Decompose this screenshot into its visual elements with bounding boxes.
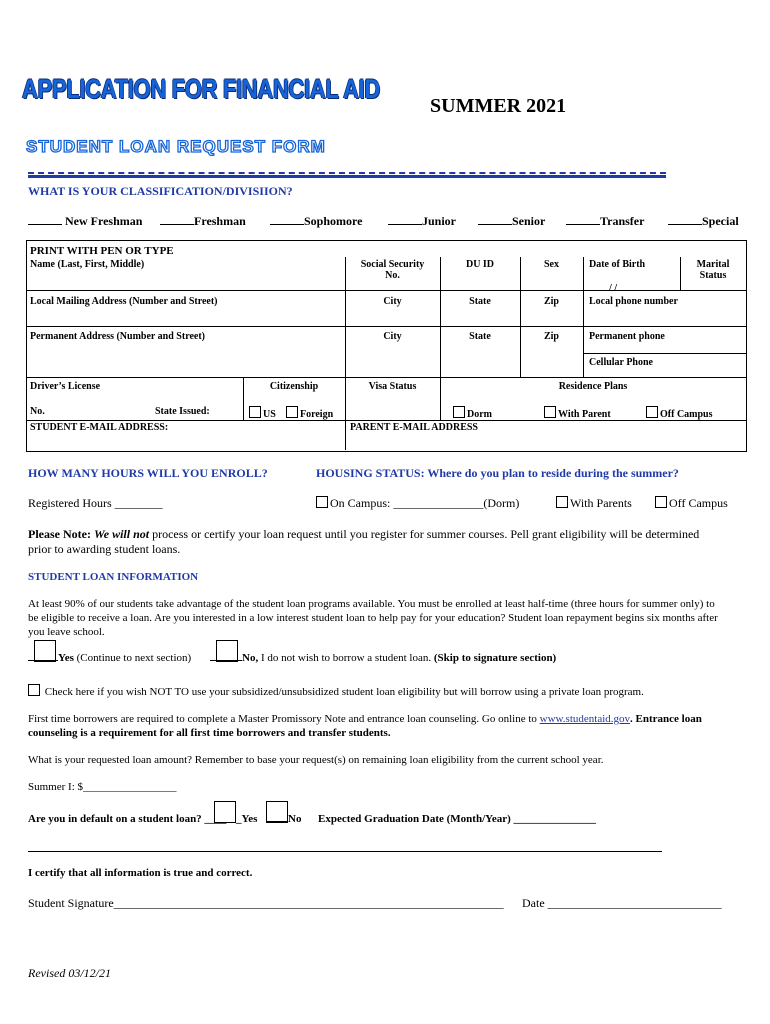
label-license: Driver’s License [30, 381, 101, 392]
note-line-1: Please Note: We will not process or certify your loan request until you register for summer courses. Pell grant eligibility will be determined [28, 527, 700, 541]
us-checkbox[interactable] [249, 406, 261, 418]
residence-off-campus[interactable]: Off Campus [646, 406, 713, 420]
label-perm-address: Permanent Address (Number and Street) [30, 331, 205, 342]
loan-no[interactable]: No, I do not wish to borrow a student loan. (Skip to signature section) [210, 652, 556, 664]
loan-para-1: At least 90% of our students take advantage of the student loan programs available. You must be enrolled at least half-time (three hours for summer only) to [28, 598, 715, 610]
on-campus-checkbox[interactable] [316, 496, 328, 508]
header-rule [28, 175, 666, 178]
mpn-line-1: First time borrowers are required to complete a Master Promissory Note and entrance loan counseling. Go online to www.studentaid.gov. Entrance loan [28, 713, 702, 725]
label-dob: Date of Birth [589, 259, 646, 270]
opt-sophomore[interactable]: Sophomore [270, 214, 362, 229]
opt-senior[interactable]: Senior [478, 214, 545, 229]
label-citizenship: Citizenship [269, 381, 319, 392]
label-du-id: DU ID [465, 259, 495, 270]
summer-amount[interactable]: Summer I: $_________________ [28, 781, 177, 793]
private-loan-check[interactable]: Check here if you wish NOT TO use your subsidized/unsubsidized student loan eligibility but will borrow using a private loan program. [28, 684, 644, 698]
enroll-question: HOW MANY HOURS WILL YOU ENROLL? [28, 466, 268, 480]
opt-special[interactable]: Special [668, 214, 739, 229]
label-residence: Residence Plans [558, 381, 628, 392]
opt-junior[interactable]: Junior [388, 214, 456, 229]
classification-question: WHAT IS YOUR CLASSIFICATION/DIVISIION? [28, 184, 293, 198]
with-parents-checkbox[interactable] [556, 496, 568, 508]
form-title: APPLICATION FOR FINANCIAL AID [22, 74, 380, 104]
residence-dorm[interactable]: Dorm [453, 406, 492, 420]
mpn-line-2: counseling is a requirement for all first time borrowers and transfer students. [28, 727, 391, 739]
form-subtitle: STUDENT LOAN REQUEST FORM [26, 137, 326, 156]
residence-with-parent[interactable]: With Parent [544, 406, 611, 420]
requested-amount-question: What is your requested loan amount? Remember to base your request(s) on remaining loan eligibility from the current school year. [28, 754, 604, 766]
label-sex: Sex [544, 259, 559, 270]
housing-with-parents[interactable]: With Parents [556, 496, 632, 511]
term-label: SUMMER 2021 [430, 95, 567, 117]
label-zip-2: Zip [543, 331, 559, 342]
opt-new-freshman[interactable]: New Freshman [28, 214, 142, 228]
label-cell-phone: Cellular Phone [589, 357, 653, 368]
loan-yes[interactable]: Yes (Continue to next section) [28, 652, 191, 664]
signature-date[interactable]: Date _____________________________ [522, 896, 722, 910]
registered-hours[interactable]: Registered Hours ________ [28, 496, 163, 510]
default-question: Are you in default on a student loan? ____ [28, 813, 227, 825]
grad-date[interactable]: Expected Graduation Date (Month/Year) _______________ [318, 813, 597, 825]
label-state-1: State [469, 296, 491, 307]
revised-date: Revised 03/12/21 [28, 966, 111, 980]
studentaid-link[interactable]: www.studentaid.gov [539, 713, 631, 725]
with-parent-checkbox[interactable] [544, 406, 556, 418]
classification-options [28, 214, 142, 229]
print-note: PRINT WITH PEN OR TYPE [30, 245, 174, 257]
label-student-email: STUDENT E-MAIL ADDRESS: [30, 422, 169, 433]
private-loan-checkbox[interactable] [28, 684, 40, 696]
off-campus-checkbox[interactable] [646, 406, 658, 418]
housing-off-campus-checkbox[interactable] [655, 496, 667, 508]
loan-info-heading: STUDENT LOAN INFORMATION [28, 571, 199, 583]
label-state-issued: State Issued: [155, 406, 210, 417]
label-zip-1: Zip [543, 296, 559, 307]
label-city-1: City [383, 296, 402, 307]
label-perm-phone: Permanent phone [589, 331, 665, 342]
label-parent-email: PARENT E-MAIL ADDRESS [350, 422, 478, 433]
label-state-2: State [469, 331, 491, 342]
student-signature[interactable]: Student Signature_________________________________________________________________ [28, 896, 504, 910]
label-name: Name (Last, First, Middle) [30, 259, 145, 270]
label-license-no: No. [30, 406, 45, 417]
opt-transfer[interactable]: Transfer [566, 214, 644, 229]
housing-off-campus[interactable]: Off Campus [655, 496, 728, 511]
loan-para-2: be eligible to receive a loan. Are you interested in a low interest student loan to help pay for your education? Student loan repayment begins six months after [28, 612, 718, 624]
foreign-checkbox[interactable] [286, 406, 298, 418]
default-no[interactable]: No [266, 813, 301, 825]
label-local-address: Local Mailing Address (Number and Street) [30, 296, 218, 307]
loan-para-3: you leave school. [28, 626, 105, 638]
citizenship-us[interactable]: US [249, 406, 276, 420]
label-marital: Marital Status [696, 259, 730, 281]
label-ssn: Social Security No. [360, 259, 425, 281]
separator-line [28, 851, 662, 852]
opt-freshman[interactable]: Freshman [160, 214, 246, 229]
certify-statement: I certify that all information is true and correct. [28, 867, 253, 879]
citizenship-foreign[interactable]: Foreign [286, 406, 333, 420]
housing-on-campus[interactable]: On Campus: _______________(Dorm) [316, 496, 519, 511]
dob-slashes: / / [609, 283, 618, 294]
note-line-2: prior to awarding student loans. [28, 542, 181, 556]
label-visa: Visa Status [368, 381, 417, 392]
dorm-checkbox[interactable] [453, 406, 465, 418]
label-local-phone: Local phone number [589, 296, 678, 307]
header-rule-dashes [28, 172, 666, 174]
default-yes[interactable]: _Yes [236, 813, 258, 825]
label-city-2: City [383, 331, 402, 342]
housing-question: HOUSING STATUS: Where do you plan to reside during the summer? [316, 466, 679, 480]
